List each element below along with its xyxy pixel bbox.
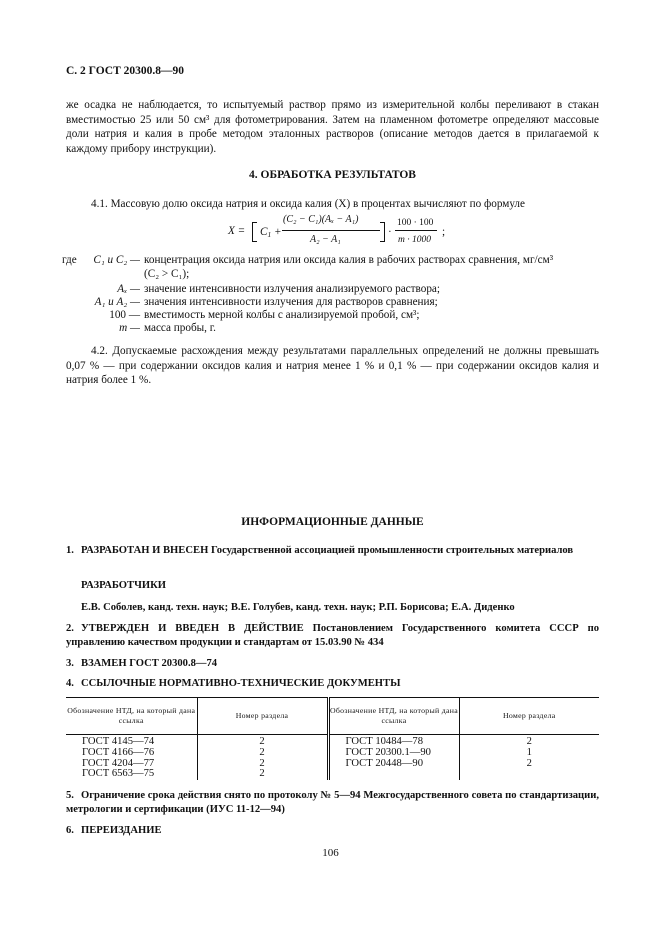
table-row [66, 769, 599, 780]
formula-semicolon: ; [442, 226, 446, 238]
table-cell: ГОСТ 20448—90 [328, 759, 459, 770]
item-text: УТВЕРЖДЕН И ВВЕДЕН В ДЕЙСТВИЕ Постановлением Государственного комитета СССР по управлению качеством продукции и стандартам от 15.03.90 № 434 [66, 623, 599, 648]
item-text: РАЗРАБОТАН И ВНЕСЕН Государственной ассоциацией промышленности строительных материалов [81, 545, 574, 556]
def-text: (C₂ > C₁); [144, 268, 190, 280]
right-bracket [380, 222, 385, 242]
info-item-4 [66, 677, 599, 691]
item-text: Ограничение срока действия снято по протоколу № 5—94 Межгосударственного совета по стандартизации, метрологии и сертификации (ИУС 11-12—94) [66, 790, 599, 815]
item-number: 2. [66, 623, 74, 634]
table-cell [459, 769, 599, 780]
table-cell: ГОСТ 4145—74 [82, 736, 155, 747]
def-text: значение интенсивности излучения анализируемого раствора; [144, 283, 440, 295]
table-cell: 2 [197, 748, 328, 759]
formula [220, 213, 520, 249]
fraction-line [282, 230, 380, 231]
table-header-section: Номер раздела [197, 698, 328, 735]
item-number: 4. [66, 678, 74, 689]
table-header-section: Номер раздела [459, 698, 599, 735]
page-header: С. 2 ГОСТ 20300.8—90 [66, 65, 185, 77]
page-number: 106 [322, 847, 339, 859]
table-cell: ГОСТ 4204—77 [82, 757, 155, 769]
paragraph-4-2: 4.2. Допускаемые расхождения между результатами параллельных определений не должны превышать 0,07 % — при содержании оксидов калия и натрия менее 1 % и 0,1 % — при содержании оксидов калия и натрия более 1 %. [66, 345, 599, 387]
table-header-designation: Обозначение НТД, на который дана ссылка [328, 698, 459, 735]
table-cell: ГОСТ 20300.1—90 [328, 748, 459, 759]
table-cell: 2 [197, 735, 328, 748]
fraction-line-2 [395, 230, 437, 231]
info-item-3 [66, 657, 599, 671]
table-header-designation: Обозначение НТД, на который дана ссылка [66, 698, 197, 735]
table-cell: ГОСТ 10484—78 [328, 735, 459, 748]
table-cell: ГОСТ 4166—76 [82, 746, 155, 758]
item-number: 1. [66, 545, 74, 556]
references-table [66, 697, 599, 780]
table-cell: 2 [459, 735, 599, 748]
def-symbol: 100 — [109, 309, 140, 321]
table-row [66, 748, 599, 759]
formula-dot: · [388, 226, 392, 238]
def-symbol: Aₓ — [117, 283, 140, 295]
left-bracket [252, 222, 257, 242]
def-text: вместимость мерной колбы с анализируемой пробой, см³; [144, 309, 420, 321]
def-text: масса пробы, г. [144, 322, 216, 334]
info-item-5 [66, 789, 599, 817]
formula-c1: $C_1$ + [260, 226, 282, 239]
table-cell: ГОСТ 6563—75 [82, 768, 155, 780]
table-cell: 2 [459, 759, 599, 770]
intro-paragraph: же осадка не наблюдается, то испытуемый раствор прямо из измерительной колбы переливают в стакан вместимостью 25 или 50 см³ для фотометрирования. Затем на пламенном фотометре определяют массовые доли натрия и калия в пробе методом эталонных растворов (описание методов дается в прилагаемой к каждому прибору инструкции). [66, 99, 599, 155]
table-cell: 2 [197, 759, 328, 770]
def-symbol: C₁ и C₂ — [93, 254, 140, 266]
table-row [66, 735, 599, 748]
developers [81, 601, 599, 615]
def-text: концентрация оксида натрия или оксида калия в рабочих растворах сравнения, мг/см³ [144, 254, 554, 266]
developers-names: Е.В. Соболев, канд. техн. наук; В.Е. Голубев, канд. техн. наук; Р.П. Борисова; Е.А. Диденко [81, 602, 515, 613]
info-item-2 [66, 622, 599, 650]
formula-numerator: (C₂ − C₁)(Aₓ − A₁) [283, 214, 359, 225]
section-heading: 4. ОБРАБОТКА РЕЗУЛЬТАТОВ [249, 169, 416, 181]
def-text: значения интенсивности излучения для растворов сравнения; [144, 296, 438, 308]
item-number: 6. [66, 825, 74, 836]
info-item-6 [66, 824, 599, 838]
paragraph-4-1: 4.1. Массовую долю оксида натрия и оксида калия (X) в процентах вычисляют по формуле [91, 198, 525, 210]
table-cell: 2 [197, 769, 328, 780]
item-number: 5. [66, 790, 74, 801]
item-number: 3. [66, 658, 74, 669]
def-symbol: m — [119, 322, 140, 334]
formula-denominator-2: m · 1000 [398, 235, 431, 245]
item-text: ВЗАМЕН ГОСТ 20300.8—74 [81, 658, 218, 669]
table-cell: 1 [459, 748, 599, 759]
formula-lhs: X = [228, 225, 246, 237]
where-label: где [62, 254, 77, 266]
item-text: ПЕРЕИЗДАНИЕ [81, 825, 162, 836]
formula-numerator-2: 100 · 100 [397, 218, 434, 228]
table-header-row [66, 698, 599, 735]
item-text: ССЫЛОЧНЫЕ НОРМАТИВНО-ТЕХНИЧЕСКИЕ ДОКУМЕНТЫ [81, 678, 401, 689]
info-heading: ИНФОРМАЦИОННЫЕ ДАННЫЕ [241, 516, 424, 528]
formula-denominator: A₂ − A₁ [310, 234, 341, 245]
info-item-1 [66, 544, 599, 558]
table-cell [328, 769, 459, 780]
def-symbol: A₁ и A₂ — [94, 296, 140, 308]
developers-label: РАЗРАБОТЧИКИ [81, 580, 167, 591]
